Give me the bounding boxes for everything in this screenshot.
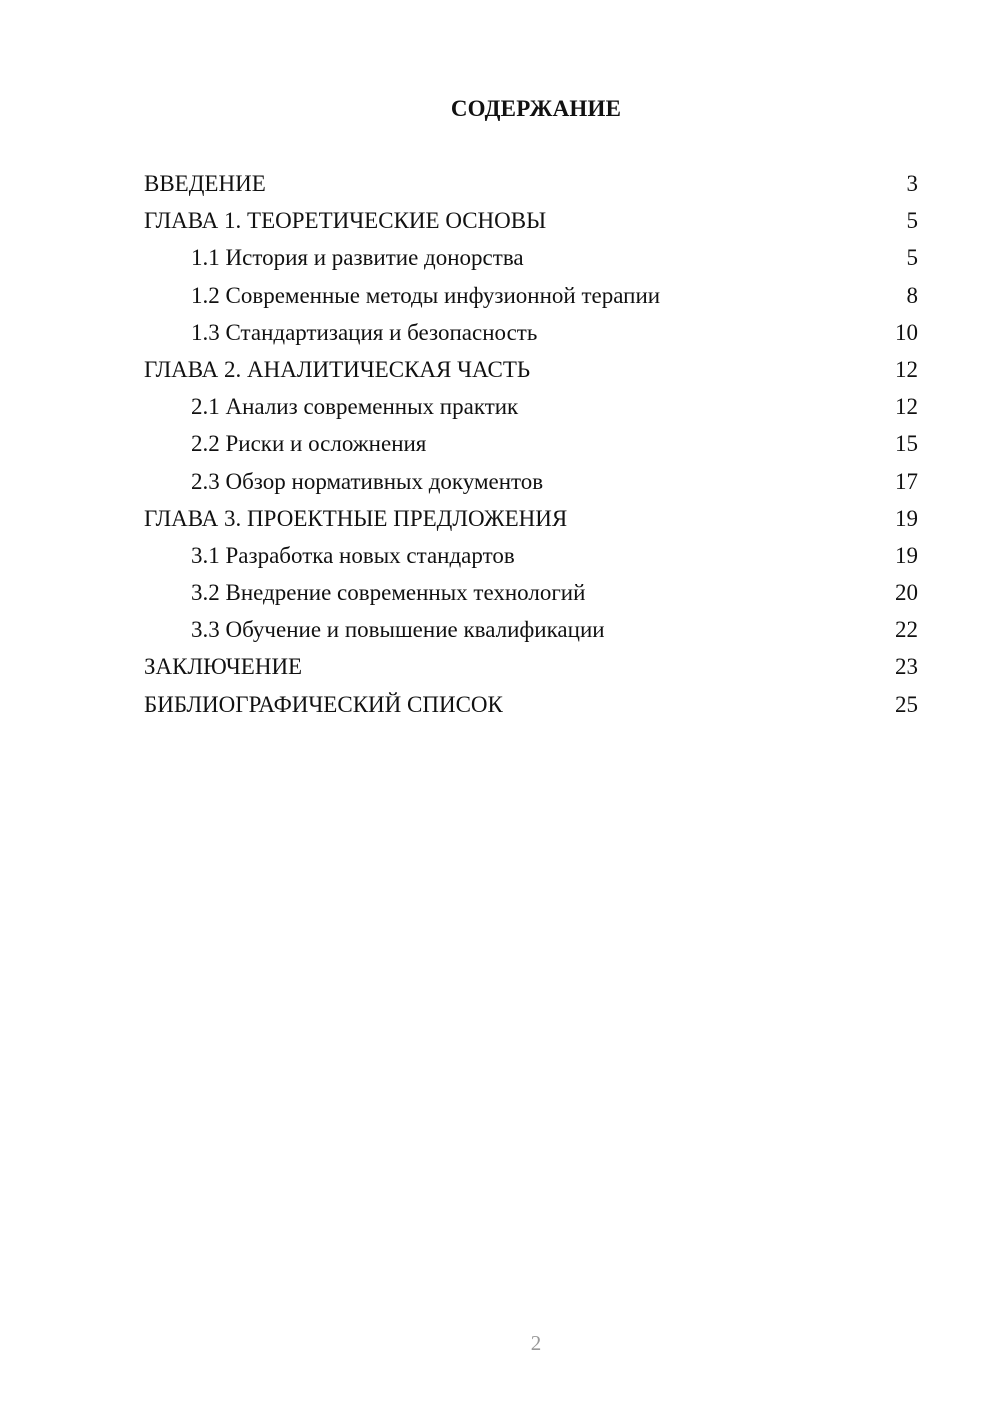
toc-entry-label: 2.1 Анализ современных практик bbox=[191, 394, 519, 420]
toc-entry-section-3-2[interactable] bbox=[144, 577, 918, 614]
toc-entry-label: ЗАКЛЮЧЕНИЕ bbox=[144, 654, 303, 680]
page-title: СОДЕРЖАНИЕ bbox=[450, 96, 622, 121]
toc-entry-label: ГЛАВА 3. ПРОЕКТНЫЕ ПРЕДЛОЖЕНИЯ bbox=[144, 505, 568, 531]
toc-entry-page: 5 bbox=[906, 245, 918, 271]
toc-entry-label: БИБЛИОГРАФИЧЕСКИЙ СПИСОК bbox=[144, 691, 503, 717]
toc-entry-conclusion[interactable] bbox=[144, 651, 918, 688]
toc-entry-section-2-1[interactable] bbox=[144, 391, 918, 428]
toc-entry-page: 20 bbox=[895, 580, 918, 606]
toc-entry-section-2-3[interactable] bbox=[144, 466, 918, 503]
table-of-contents bbox=[144, 168, 918, 726]
toc-entry-chapter-3[interactable] bbox=[144, 503, 918, 540]
toc-entry-label: 2.2 Риски и осложнения bbox=[191, 431, 427, 457]
toc-entry-label: ВВЕДЕНИЕ bbox=[144, 171, 266, 196]
toc-entry-chapter-1[interactable] bbox=[144, 205, 918, 242]
toc-entry-label: 3.2 Внедрение современных технологий bbox=[191, 580, 586, 606]
toc-entry-label: 1.2 Современные методы инфузионной терапии bbox=[191, 282, 661, 308]
toc-entry-page: 19 bbox=[895, 542, 918, 568]
toc-entry-section-1-3[interactable] bbox=[144, 317, 918, 354]
toc-entry-bibliography[interactable] bbox=[144, 689, 918, 726]
toc-entry-page: 8 bbox=[906, 282, 918, 308]
toc-entry-page: 3 bbox=[906, 171, 918, 196]
toc-entry-section-3-1[interactable] bbox=[144, 540, 918, 577]
toc-entry-introduction[interactable] bbox=[144, 168, 918, 205]
toc-entry-page: 25 bbox=[895, 691, 918, 717]
toc-entry-page: 12 bbox=[895, 356, 918, 382]
toc-entry-section-1-2[interactable] bbox=[144, 280, 918, 317]
toc-entry-label: 1.1 История и развитие донорства bbox=[191, 245, 524, 271]
toc-entry-section-1-1[interactable] bbox=[144, 242, 918, 279]
toc-entry-page: 23 bbox=[895, 654, 918, 680]
toc-entry-page: 5 bbox=[906, 208, 918, 234]
toc-entry-label: ГЛАВА 1. ТЕОРЕТИЧЕСКИЕ ОСНОВЫ bbox=[144, 208, 547, 234]
toc-entry-label: ГЛАВА 2. АНАЛИТИЧЕСКАЯ ЧАСТЬ bbox=[144, 356, 531, 382]
toc-entry-label: 3.3 Обучение и повышение квалификации bbox=[191, 617, 605, 643]
toc-entry-label: 3.1 Разработка новых стандартов bbox=[191, 542, 515, 568]
toc-entry-page: 10 bbox=[895, 319, 918, 345]
toc-entry-page: 19 bbox=[895, 505, 918, 531]
toc-entry-chapter-2[interactable] bbox=[144, 354, 918, 391]
toc-entry-label: 2.3 Обзор нормативных документов bbox=[191, 468, 544, 494]
toc-entry-section-3-3[interactable] bbox=[144, 614, 918, 651]
toc-entry-section-2-2[interactable] bbox=[144, 428, 918, 465]
toc-entry-page: 12 bbox=[895, 394, 918, 420]
toc-entry-page: 22 bbox=[895, 617, 918, 643]
toc-entry-page: 17 bbox=[895, 468, 918, 494]
toc-entry-page: 15 bbox=[895, 431, 918, 457]
page-number: 2 bbox=[530, 1331, 542, 1355]
toc-entry-label: 1.3 Стандартизация и безопасность bbox=[191, 319, 538, 345]
